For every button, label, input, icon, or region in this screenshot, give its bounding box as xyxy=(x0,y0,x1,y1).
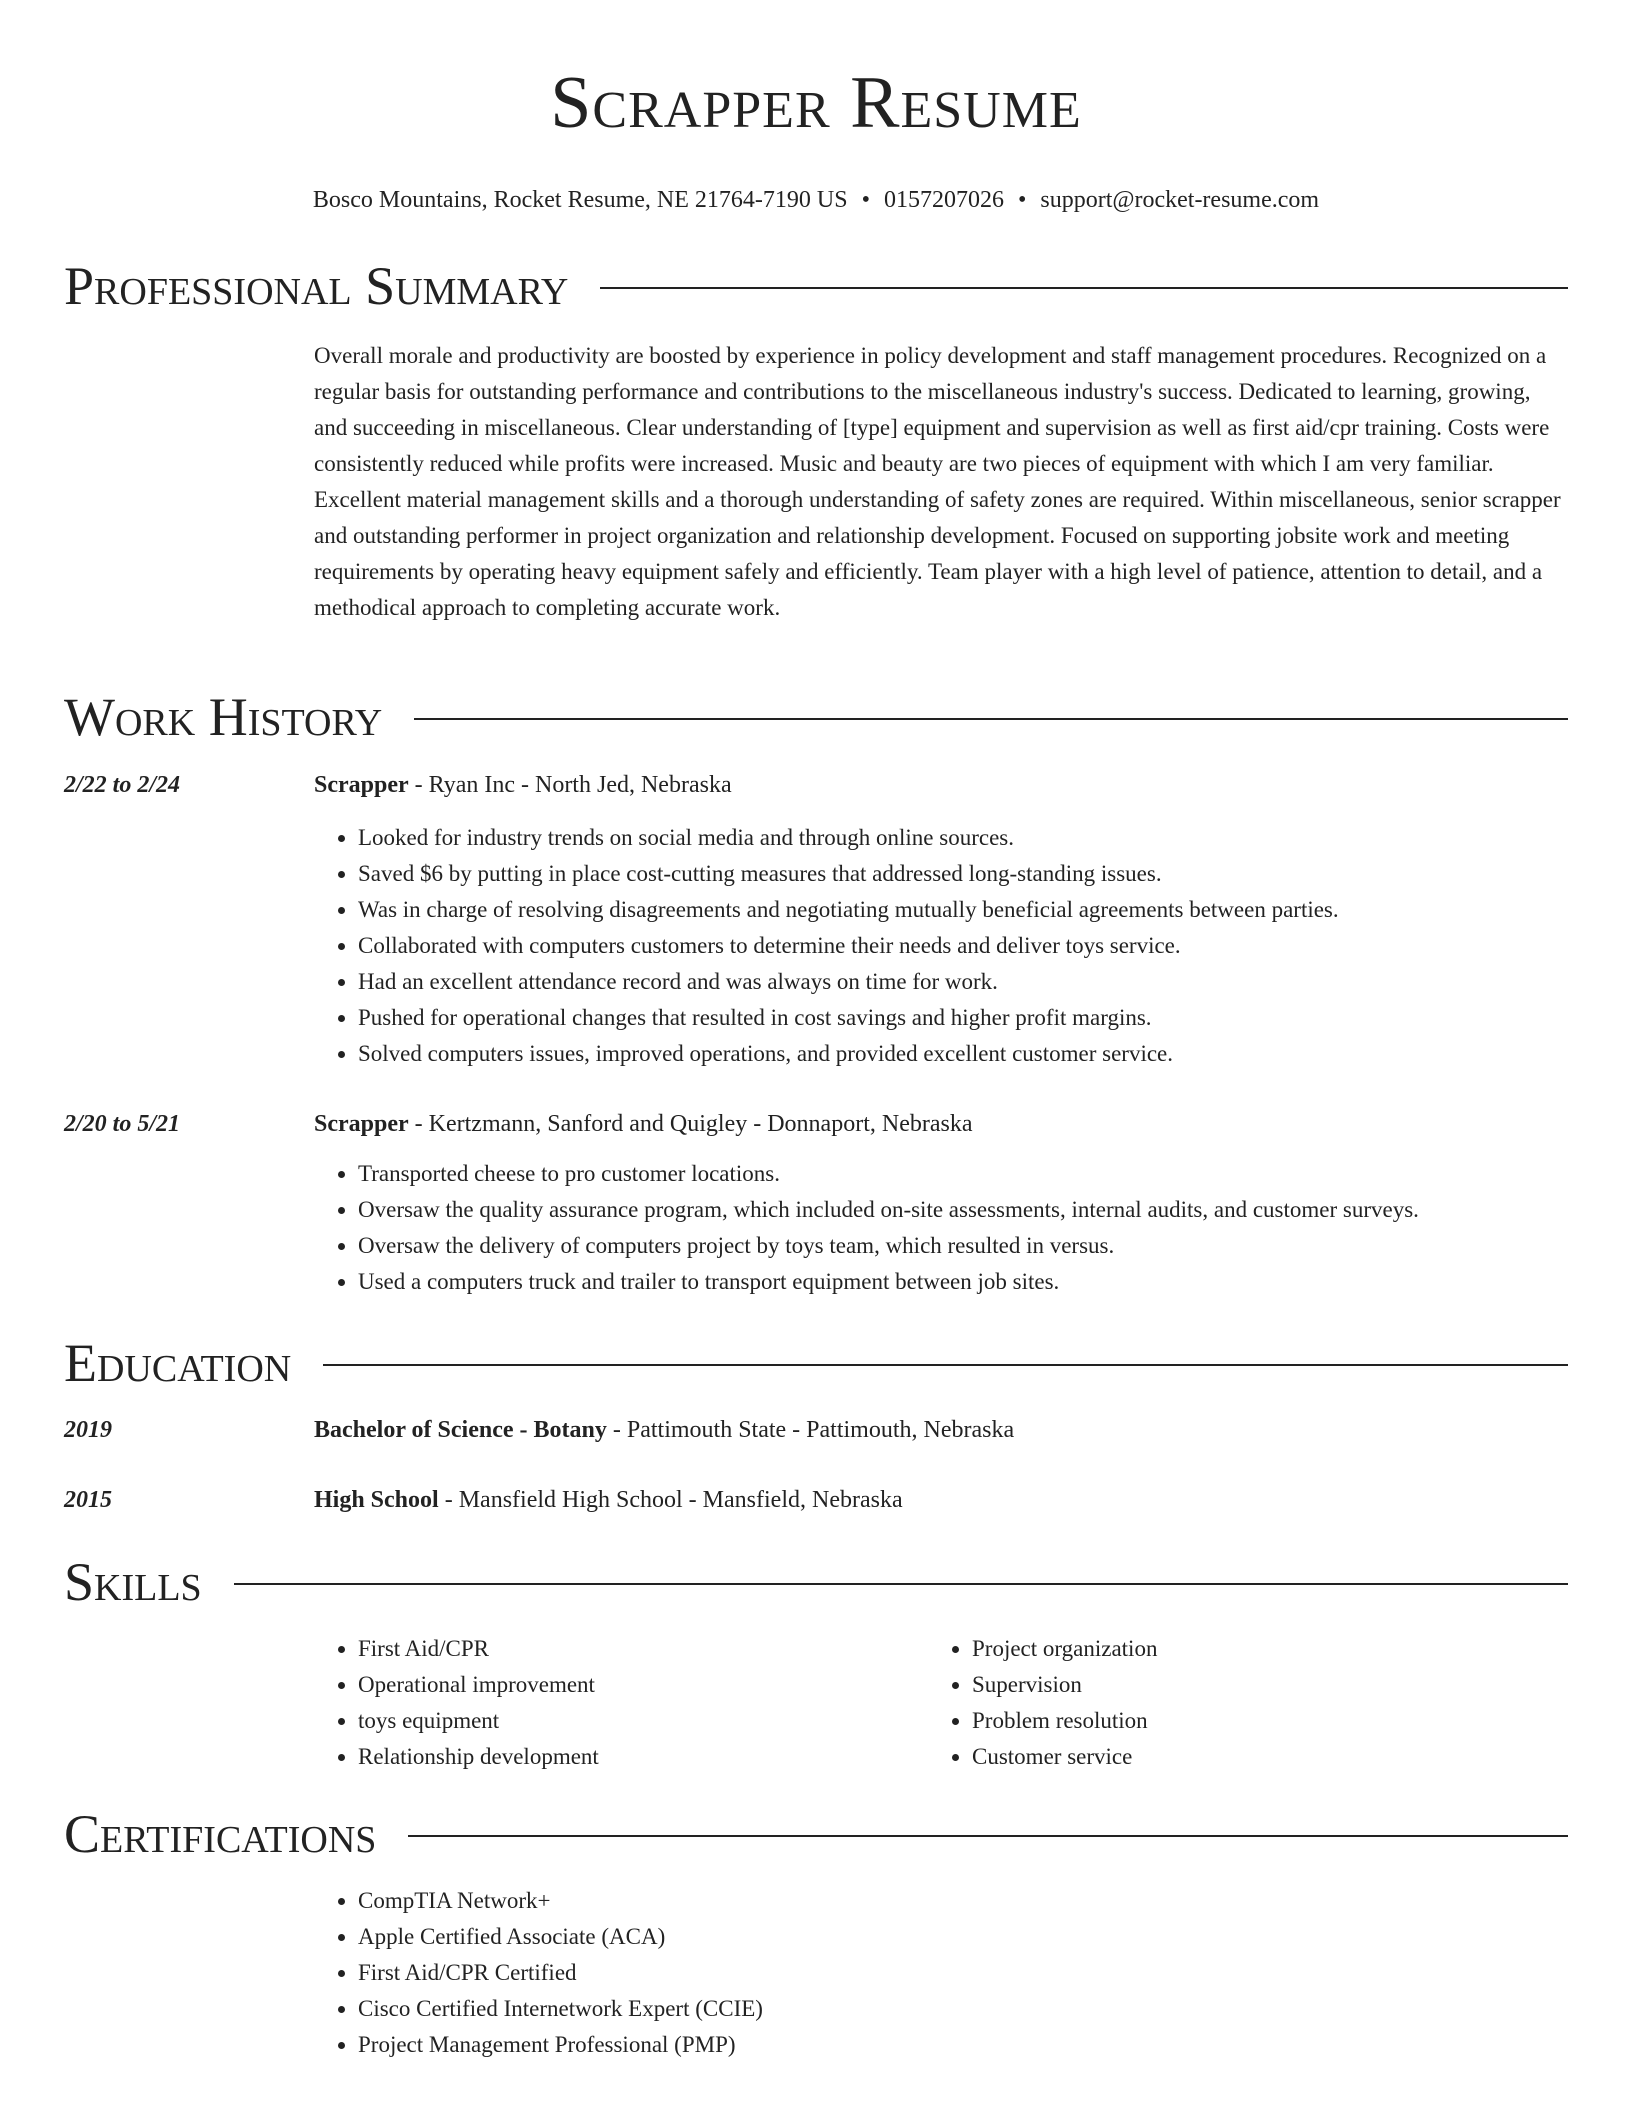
skills-list-left xyxy=(314,1631,599,1775)
summary-text: Overall morale and productivity are boosted by experience in policy development and staff management procedures. Recognized on a regular basis for outstanding performance and contributions to the miscellaneous industry's success. Dedicated to learning, growing, and succeeding in miscellaneous. Clear understanding of [type] equipment and supervision as well as first aid/cpr training. Costs were consistently reduced while profits were increased. Music and beauty are two pieces of equipment with which I am very familiar. Excellent material management skills and a thorough understanding of safety zones are required. Within miscellaneous, senior scrapper and outstanding performer in project organization and relationship development. Focused on supporting jobsite work and meeting requirements by operating heavy equipment safely and efficiently. Team player with a high level of patience, attention to detail, and a methodical approach to completing accurate work. xyxy=(314,343,1561,620)
certification-item: • Cisco Certified Internetwork Expert (CCIE) xyxy=(358,1991,1568,2027)
skills-section-header xyxy=(64,1551,1568,1613)
job-heading xyxy=(314,769,732,801)
job-employer: - Kertzmann, Sanford and Quigley - Donnaport, Nebraska xyxy=(408,1111,973,1137)
education-degree: Bachelor of Science - Botany xyxy=(314,1417,607,1443)
skill-item: • First Aid/CPR xyxy=(358,1631,599,1667)
resume-name: Scrapper Resume xyxy=(550,62,1082,144)
skill-item: • Problem resolution xyxy=(972,1703,1157,1739)
resume-header xyxy=(0,0,1632,216)
list-item: • Was in charge of resolving disagreements and negotiating mutually beneficial agreements between parties. xyxy=(358,892,1568,928)
section-divider xyxy=(600,287,1568,289)
certification-item: • CompTIA Network+ xyxy=(358,1883,1568,1919)
contact-line xyxy=(0,184,1632,216)
job-bullet-list xyxy=(314,820,1568,1072)
list-item: • Pushed for operational changes that resulted in cost savings and higher profit margins. xyxy=(358,1000,1568,1036)
section-title: Work History xyxy=(64,687,383,747)
job-employer: - Ryan Inc - North Jed, Nebraska xyxy=(408,772,732,798)
list-item: • Oversaw the quality assurance program, which included on-site assessments, internal audits, and customer surveys. xyxy=(358,1192,1568,1228)
skill-item: • Operational improvement xyxy=(358,1667,599,1703)
section-divider xyxy=(408,1835,1568,1837)
job-dates: 2/20 to 5/21 xyxy=(64,1111,181,1137)
skill-item: • Customer service xyxy=(972,1739,1157,1775)
education-year: 2015 xyxy=(64,1487,112,1513)
section-title: Certifications xyxy=(64,1804,377,1864)
job-title: Scrapper xyxy=(314,772,409,798)
list-item: • Solved computers issues, improved operations, and provided excellent customer service. xyxy=(358,1036,1568,1072)
education-heading xyxy=(314,1414,1014,1446)
education-degree: High School xyxy=(314,1487,439,1513)
certification-item: • Project Management Professional (PMP) xyxy=(358,2027,1568,2063)
skills-list-right xyxy=(928,1631,1157,1775)
list-item: • Had an excellent attendance record and was always on time for work. xyxy=(358,964,1568,1000)
skill-item: • Project organization xyxy=(972,1631,1157,1667)
education-school: - Pattimouth State - Pattimouth, Nebraska xyxy=(606,1417,1015,1443)
job-dates: 2/22 to 2/24 xyxy=(64,772,181,798)
section-divider xyxy=(234,1583,1568,1585)
certifications-section-header xyxy=(64,1803,1568,1865)
summary-section-header xyxy=(64,255,1568,317)
list-item: • Collaborated with computers customers to determine their needs and deliver toys service. xyxy=(358,928,1568,964)
section-divider xyxy=(414,718,1568,720)
skill-item: • toys equipment xyxy=(358,1703,599,1739)
education-year: 2019 xyxy=(64,1417,112,1443)
education-heading xyxy=(314,1484,903,1516)
certification-item: • First Aid/CPR Certified xyxy=(358,1955,1568,1991)
education-school: - Mansfield High School - Mansfield, Nebraska xyxy=(438,1487,903,1513)
certification-item: • Apple Certified Associate (ACA) xyxy=(358,1919,1568,1955)
contact-address: Bosco Mountains, Rocket Resume, NE 21764-7190 US xyxy=(312,187,848,213)
list-item: • Transported cheese to pro customer locations. xyxy=(358,1156,1568,1192)
skill-item: • Relationship development xyxy=(358,1739,599,1775)
list-item: • Oversaw the delivery of computers project by toys team, which resulted in versus. xyxy=(358,1228,1568,1264)
list-item: • Saved $6 by putting in place cost-cutting measures that addressed long-standing issues. xyxy=(358,856,1568,892)
job-bullet-list xyxy=(314,1156,1568,1300)
section-title: Education xyxy=(64,1333,292,1393)
certifications-list xyxy=(314,1883,1568,2063)
section-divider xyxy=(323,1364,1568,1366)
section-title: Skills xyxy=(64,1552,202,1612)
job-title: Scrapper xyxy=(314,1111,409,1137)
job-heading xyxy=(314,1108,972,1140)
contact-separator: • xyxy=(861,187,870,213)
skill-item: • Supervision xyxy=(972,1667,1157,1703)
education-section-header xyxy=(64,1332,1568,1394)
contact-separator: • xyxy=(1017,187,1027,213)
list-item: • Used a computers truck and trailer to transport equipment between job sites. xyxy=(358,1264,1568,1300)
section-title: Professional Summary xyxy=(64,256,569,316)
contact-email[interactable]: support@rocket-resume.com xyxy=(1040,187,1320,213)
list-item: • Looked for industry trends on social media and through online sources. xyxy=(358,820,1568,856)
work-section-header xyxy=(64,686,1568,748)
contact-phone: 0157207026 xyxy=(883,187,1004,213)
